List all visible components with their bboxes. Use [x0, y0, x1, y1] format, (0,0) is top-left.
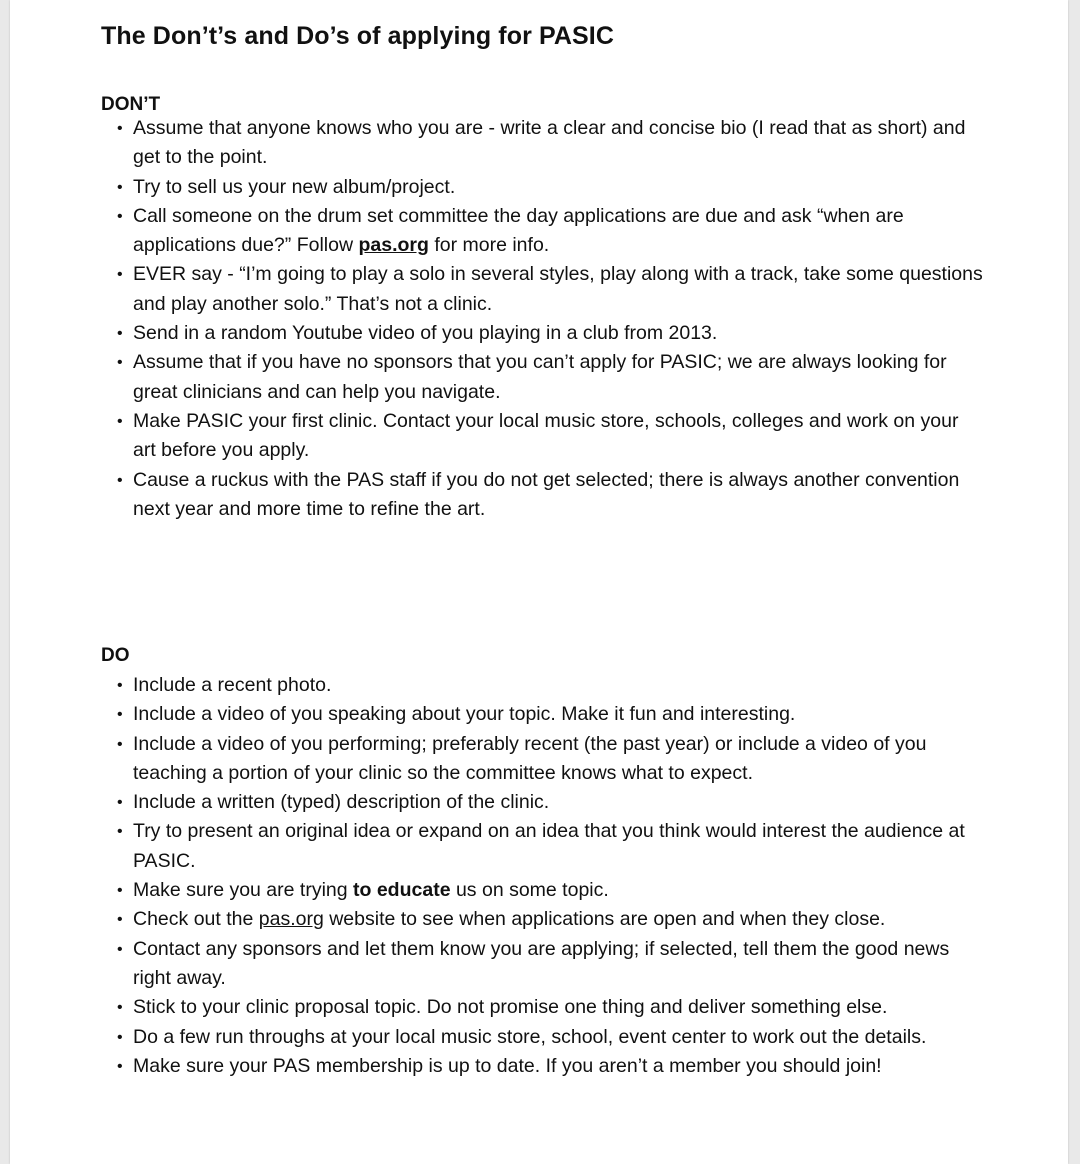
bullet-icon: • — [117, 735, 123, 753]
bullet-icon: • — [117, 706, 123, 724]
dont-heading: DON’T — [101, 94, 161, 115]
dont-item: • Assume that if you have no sponsors that you can’t apply for PASIC; we are always looking for great clinicians and can help you navigate. — [10, 348, 983, 407]
bullet-icon: • — [117, 940, 123, 958]
dont-item: • Assume that anyone knows who you are - write a clear and concise bio (I read that as short) and get to the point. — [10, 114, 983, 173]
bullet-icon: • — [117, 882, 123, 900]
do-item: • Include a video of you performing; preferably recent (the past year) or include a video of you teaching a portion of your clinic so the committee knows what to expect. — [10, 730, 983, 789]
do-heading: DO — [101, 645, 130, 666]
bullet-icon: • — [117, 325, 123, 343]
bullet-icon: • — [117, 823, 123, 841]
do-item: • Make sure you are trying to educate us on some topic. — [10, 876, 983, 905]
dont-item: • EVER say - “I’m going to play a solo in several styles, play along with a track, take some questions and play another solo.” That’s not a clinic. — [10, 260, 983, 319]
dont-list — [10, 114, 983, 524]
dont-item: • Try to sell us your new album/project. — [10, 173, 983, 202]
bullet-icon: • — [117, 999, 123, 1017]
do-item: • Contact any sponsors and let them know you are applying; if selected, tell them the good news right away. — [10, 935, 983, 994]
bullet-icon: • — [117, 1028, 123, 1046]
bullet-icon: • — [117, 471, 123, 489]
do-item: • Include a written (typed) description of the clinic. — [10, 788, 983, 817]
dont-item: • Call someone on the drum set committee the day applications are due and ask “when are applications due?” Follow pas.org for more info. — [10, 202, 983, 261]
do-item: • Do a few run throughs at your local music store, school, event center to work out the details. — [10, 1023, 983, 1052]
bullet-icon: • — [117, 412, 123, 430]
do-item: • Make sure your PAS membership is up to date. If you aren’t a member you should join! — [10, 1052, 983, 1081]
do-item: • Check out the pas.org website to see when applications are open and when they close. — [10, 905, 983, 934]
dont-item: • Make PASIC your first clinic. Contact your local music store, schools, colleges and work on your art before you apply. — [10, 407, 983, 466]
bullet-icon: • — [117, 266, 123, 284]
bullet-icon: • — [117, 120, 123, 137]
emphasis-text: to educate — [353, 879, 451, 902]
do-item: • Include a video of you speaking about your topic. Make it fun and interesting. — [10, 700, 983, 729]
pas-org-link[interactable]: pas.org — [358, 234, 429, 257]
bullet-icon: • — [117, 207, 123, 225]
do-list — [10, 671, 983, 1081]
bullet-icon: • — [117, 178, 123, 196]
do-item: • Try to present an original idea or expand on an idea that you think would interest the audience at PASIC. — [10, 817, 983, 876]
dont-item: • Send in a random Youtube video of you playing in a club from 2013. — [10, 319, 983, 348]
bullet-icon: • — [117, 677, 123, 694]
do-item: • Include a recent photo. — [10, 671, 983, 700]
bullet-icon: • — [117, 911, 123, 929]
do-item: • Stick to your clinic proposal topic. Do not promise one thing and deliver something else. — [10, 993, 983, 1022]
dont-item: • Cause a ruckus with the PAS staff if you do not get selected; there is always another convention next year and more time to refine the art. — [10, 466, 983, 525]
pas-org-website-link[interactable]: pas.org — [258, 908, 324, 931]
document-title: The Don’t’s and Do’s of applying for PASIC — [101, 22, 615, 50]
bullet-icon: • — [117, 354, 123, 372]
document-page — [10, 0, 1068, 1164]
bullet-icon: • — [117, 1057, 123, 1075]
bullet-icon: • — [117, 794, 123, 812]
